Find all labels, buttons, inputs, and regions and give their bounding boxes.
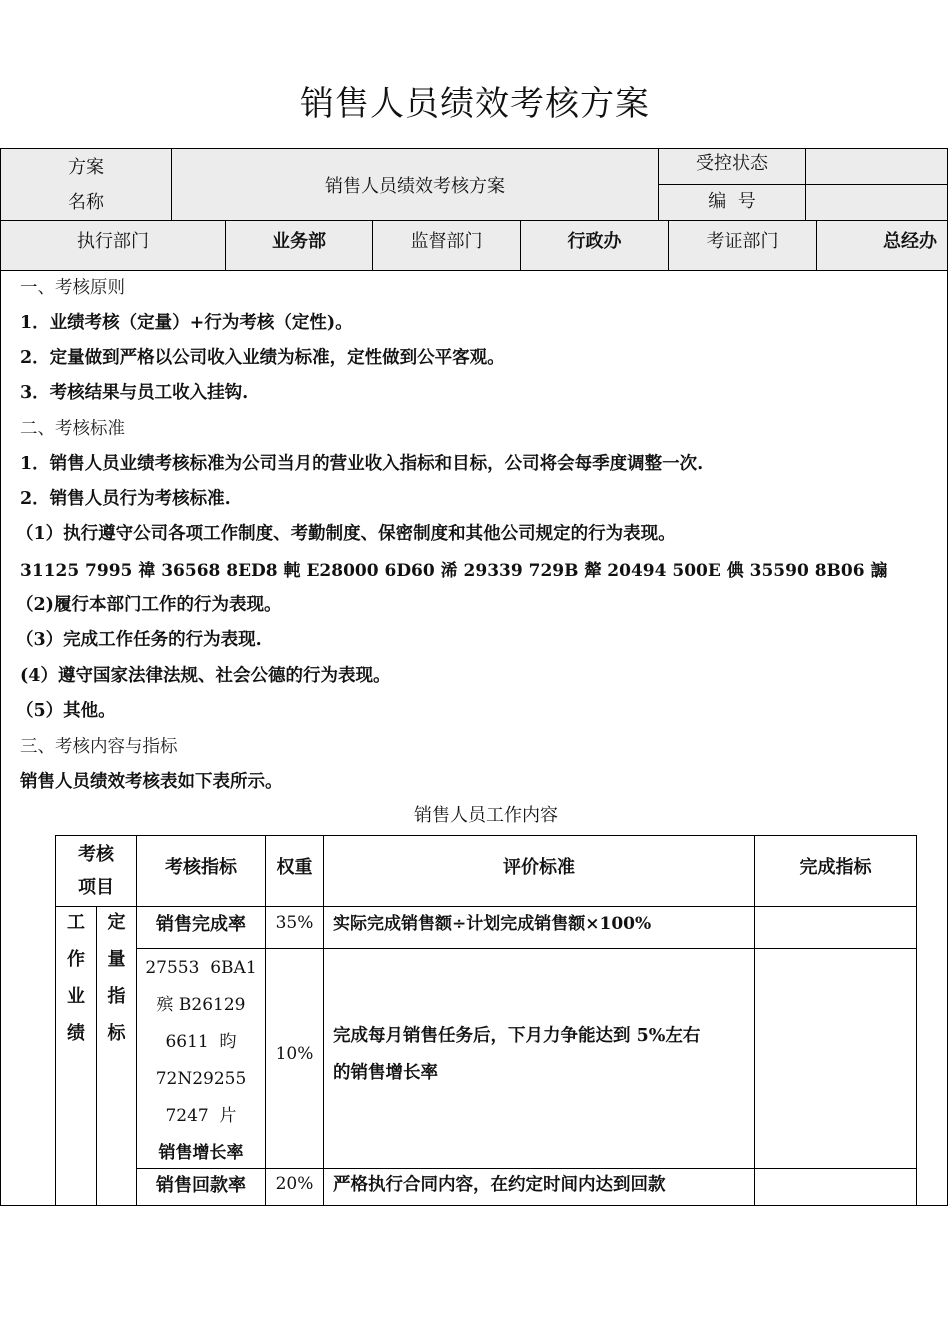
paragraph: 3．考核结果与员工收入挂钩. — [20, 383, 249, 403]
group-char: 标 — [107, 1023, 126, 1044]
th-criteria: 评价标准 — [503, 857, 575, 878]
table-cell-criteria: 严格执行合同内容，在约定时间内达到回款 — [333, 1175, 666, 1195]
verify-dept-label: 考证部门 — [706, 231, 779, 252]
number-label: 编 号 — [708, 191, 756, 212]
group-char: 定 — [107, 912, 126, 933]
indicator-line: 27553 6BA1 — [145, 958, 257, 978]
paragraph: （5）其他。 — [16, 701, 116, 721]
divider — [136, 948, 917, 949]
th-weight: 权重 — [276, 857, 313, 878]
group-char: 作 — [67, 949, 85, 970]
divider — [916, 835, 917, 1206]
indicator-line: 销售增长率 — [158, 1143, 244, 1163]
paragraph: 销售人员绩效考核表如下表所示。 — [20, 772, 283, 792]
section-heading-1: 一、考核原则 — [20, 278, 125, 298]
exec-dept-label: 执行部门 — [77, 231, 149, 252]
th-assessment-item — [56, 836, 136, 906]
number-value — [806, 185, 947, 220]
paragraph: 2．定量做到严格以公司收入业绩为标准，定性做到公平客观。 — [20, 348, 505, 368]
section-heading-2: 二、考核标准 — [20, 419, 125, 439]
table-caption: 销售人员工作内容 — [414, 805, 558, 826]
table-cell-weight: 20% — [275, 1174, 314, 1194]
supervise-dept-label: 监督部门 — [410, 231, 483, 252]
group-label-quantitative — [97, 904, 136, 1052]
th-item-line1: 考核 — [78, 844, 114, 865]
paragraph: 1．销售人员业绩考核标准为公司当月的营业收入指标和目标，公司将会每季度调整一次. — [20, 454, 704, 474]
paragraph: 2．销售人员行为考核标准. — [20, 489, 231, 509]
paragraph: 1．业绩考核（定量）+行为考核（定性)。 — [20, 313, 353, 333]
divider — [0, 270, 948, 271]
document-title: 销售人员绩效考核方案 — [300, 84, 650, 124]
paragraph: 31125 7995 禕 36568 8ED8 軘 E28000 6D60 浠 29339 729B 犛 20494 500E 倎 35590 8B06 謆 — [20, 561, 888, 581]
paragraph: （2)履行本部门工作的行为表现。 — [16, 595, 282, 615]
section-heading-3: 三、考核内容与指标 — [20, 737, 178, 757]
table-cell-weight: 35% — [275, 913, 314, 933]
group-char: 绩 — [67, 1023, 85, 1044]
table-cell-criteria — [333, 1018, 700, 1092]
criteria-line: 完成每月销售任务后，下月力争能达到 5%左右 — [333, 1026, 701, 1046]
th-target: 完成指标 — [799, 857, 872, 878]
group-char: 指 — [107, 986, 126, 1007]
group-char: 业 — [67, 986, 85, 1007]
group-char: 工 — [67, 912, 85, 933]
indicator-line: 殡 B26129 — [156, 995, 246, 1015]
scheme-label-line1: 方案 — [68, 156, 104, 178]
indicator-line: 72N29255 — [155, 1069, 247, 1089]
group-char: 量 — [107, 949, 126, 970]
scheme-label — [1, 149, 171, 220]
supervise-dept-value: 行政办 — [567, 231, 622, 252]
scheme-name: 销售人员绩效考核方案 — [325, 175, 505, 197]
criteria-line: 的销售增长率 — [333, 1063, 438, 1083]
paragraph: （1）执行遵守公司各项工作制度、考勤制度、保密制度和其他公司规定的行为表现。 — [16, 524, 676, 544]
table-cell-weight: 10% — [275, 1044, 314, 1064]
table-cell-criteria: 实际完成销售额÷计划完成销售额×100% — [333, 914, 652, 934]
scheme-label-line2: 名称 — [68, 191, 104, 213]
indicator-line: 7247 片 — [165, 1106, 237, 1126]
table-cell-indicator — [137, 950, 265, 1172]
table-cell-indicator: 销售回款率 — [156, 1175, 246, 1196]
group-label-work-performance — [56, 904, 96, 1052]
th-indicator: 考核指标 — [165, 857, 237, 878]
control-status-value — [806, 149, 947, 184]
paragraph: （3）完成工作任务的行为表现. — [16, 630, 262, 650]
exec-dept-value: 业务部 — [272, 231, 326, 252]
th-item-line2: 项目 — [78, 877, 114, 898]
indicator-line: 6611 昀 — [165, 1032, 237, 1052]
control-status-label: 受控状态 — [696, 153, 768, 174]
paragraph: (4）遵守国家法律法规、社会公德的行为表现。 — [20, 666, 391, 686]
table-cell-indicator: 销售完成率 — [156, 914, 246, 935]
verify-dept-value: 总经办 — [883, 231, 937, 252]
